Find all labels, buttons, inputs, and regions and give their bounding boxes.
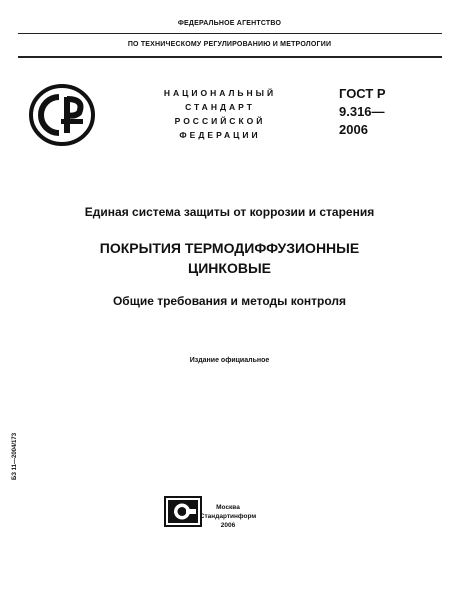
national-standard-line-3: РОССИЙСКОЙ [174,116,266,126]
document-title-line-2: ЦИНКОВЫЕ [188,260,271,276]
national-standard-line-1: НАЦИОНАЛЬНЫЙ [163,88,277,98]
agency-line-1: ФЕДЕРАЛЬНОЕ АГЕНТСТВО [177,20,282,27]
national-standard-line-4: ФЕДЕРАЦИИ [179,130,261,140]
publisher-name: Стандартинформ [199,513,257,520]
series-title: Единая система защиты от коррозии и старения [84,205,375,219]
header-divider-top [18,33,442,34]
national-standard-line-2: СТАНДАРТ [185,102,255,112]
agency-line-2: ПО ТЕХНИЧЕСКОМУ РЕГУЛИРОВАНИЮ И МЕТРОЛОГИИ [127,41,332,48]
gost-code-line-2: 9.316— [339,104,385,119]
standartinform-logo-icon [164,496,202,527]
edition-label: Издание официальное [189,357,270,364]
publisher-city: Москва [216,504,240,511]
document-subtitle: Общие требования и методы контроля [112,294,347,308]
header-divider-bottom [18,56,442,58]
publication-year: 2006 [220,522,236,529]
gost-code-line-3: 2006 [339,122,368,137]
document-title-line-1: ПОКРЫТИЯ ТЕРМОДИФФУЗИОННЫЕ [99,240,360,256]
gost-code-line-1: ГОСТ Р [339,86,386,101]
side-registration-code: БЗ 11—2004/173 [12,432,18,480]
rst-certification-logo-icon [29,83,95,147]
